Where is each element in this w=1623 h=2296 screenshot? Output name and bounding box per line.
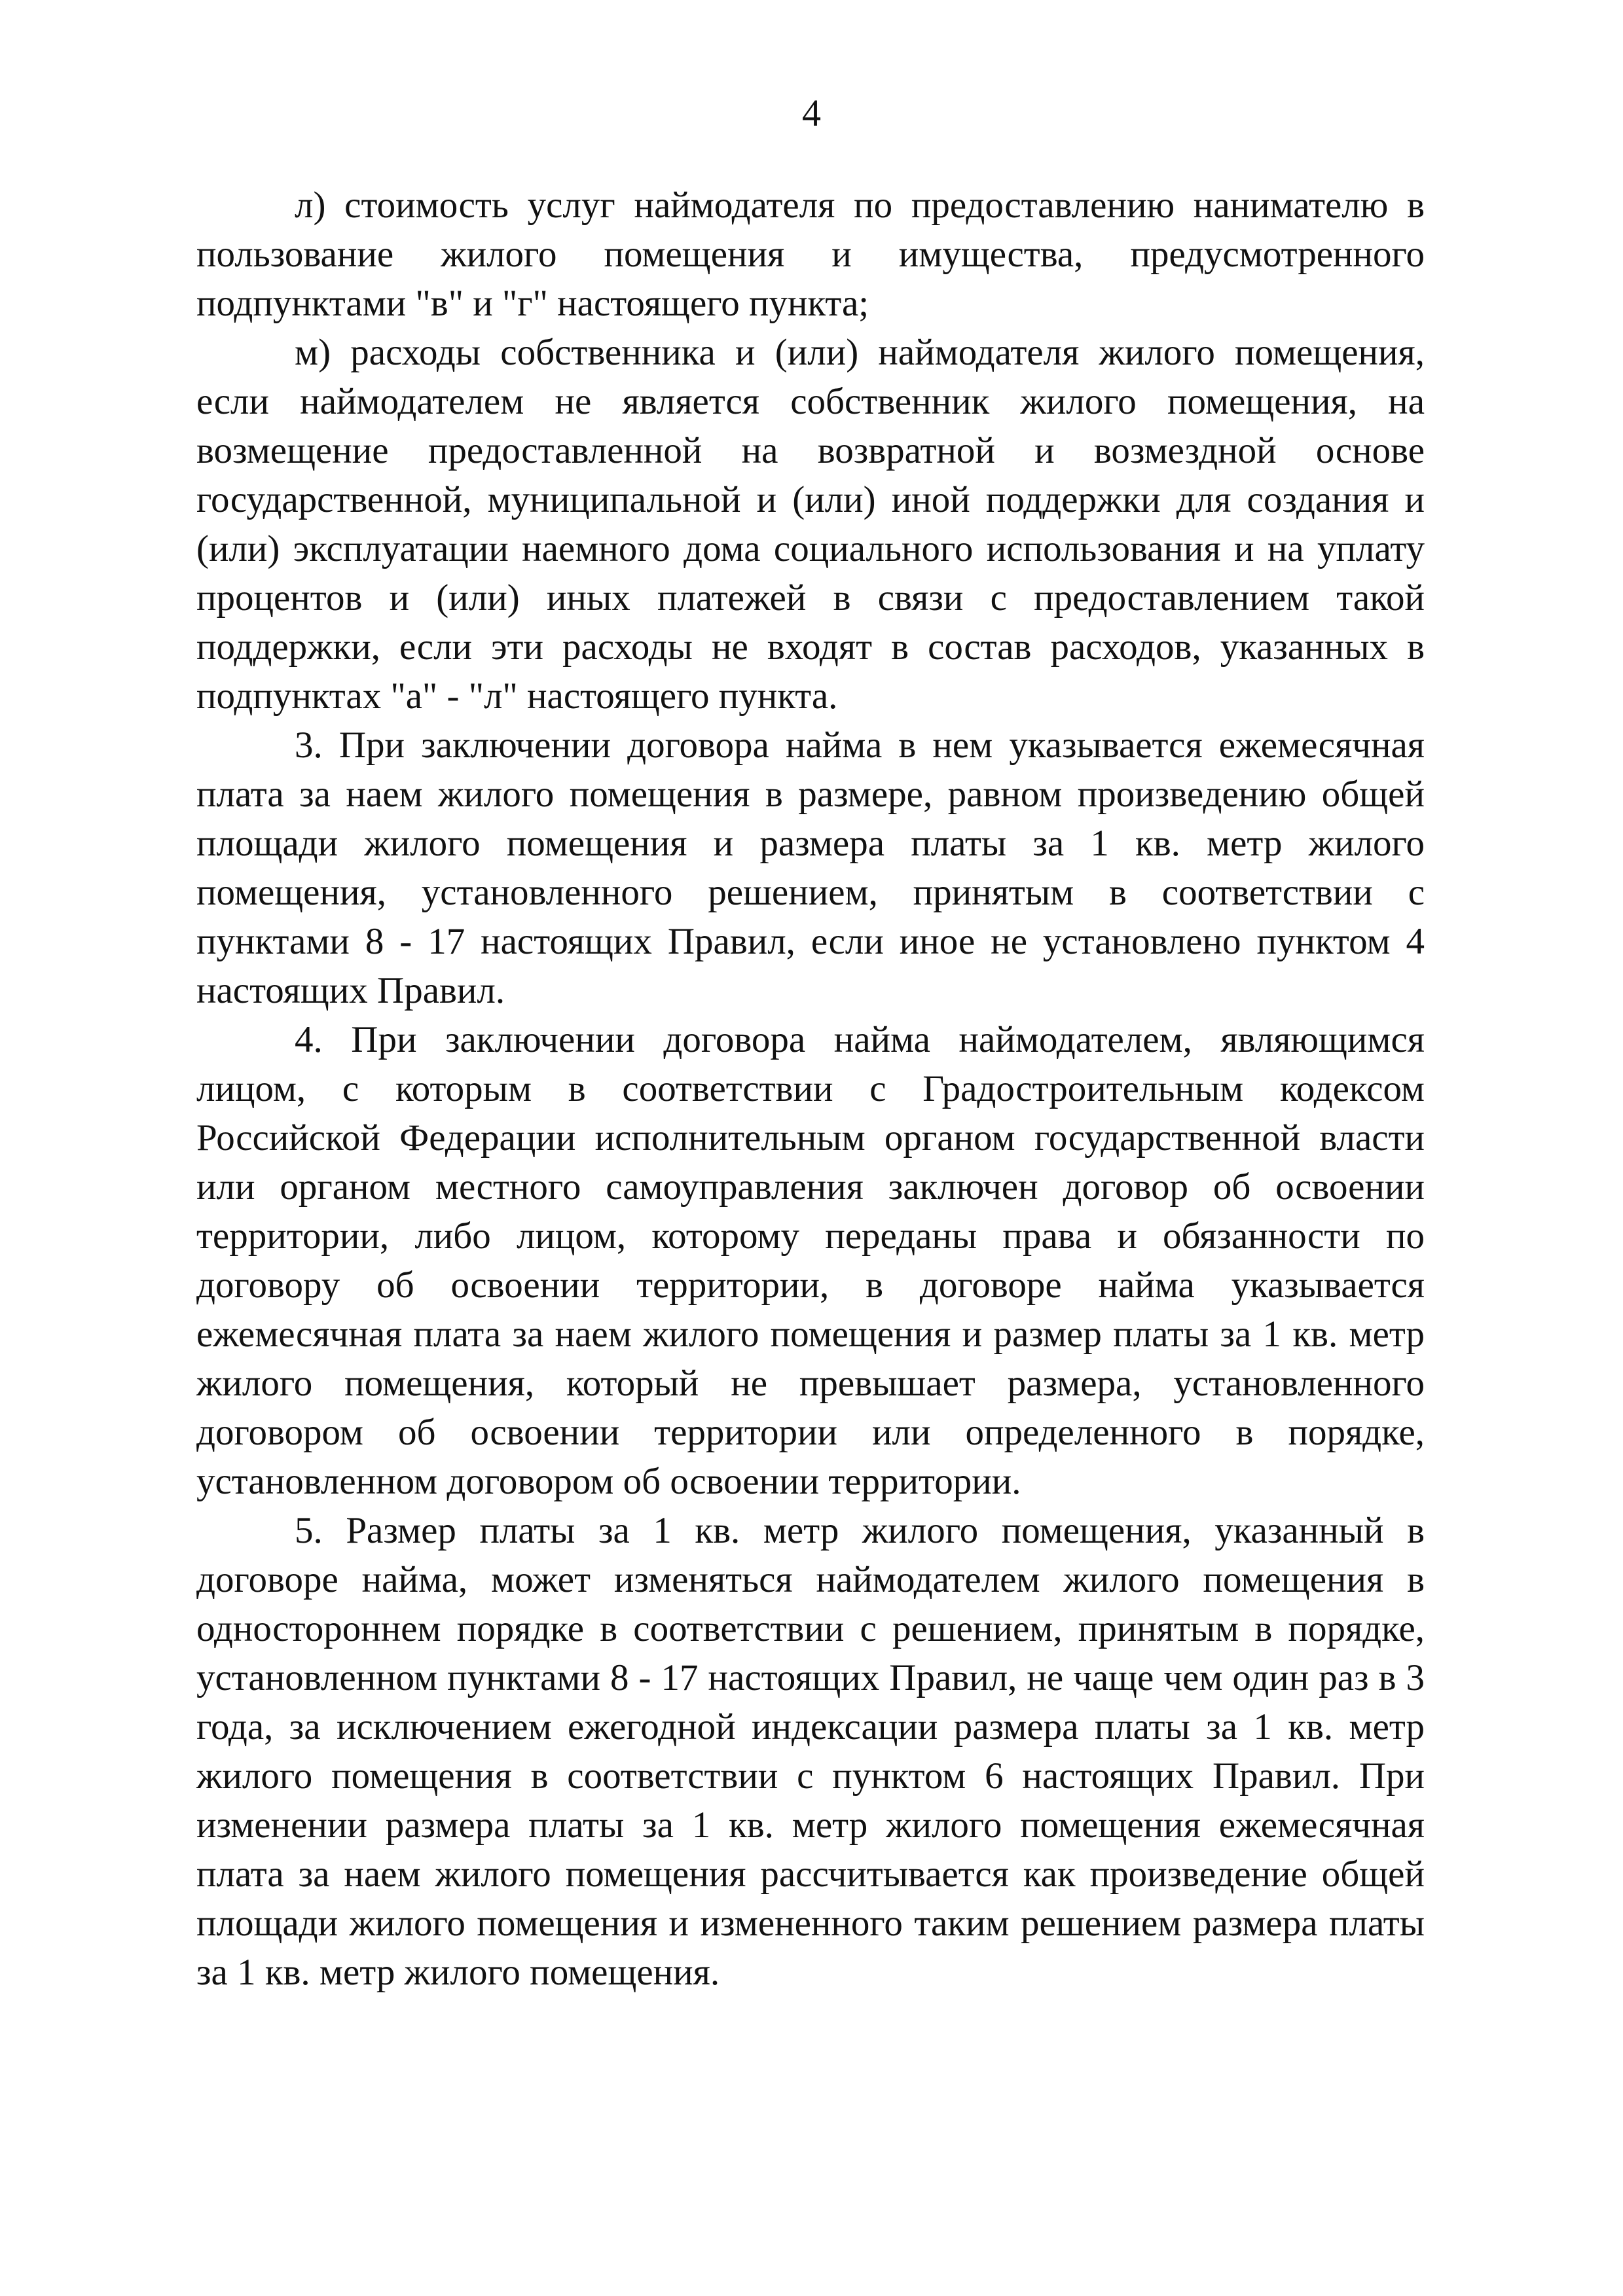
paragraph-3: 3. При заключении договора найма в нем указывается ежемесячная плата за наем жилого помещения в размере, равном произведению общей площади жилого помещения и размера платы за 1 кв. метр жилого помещения, установленного решением, принятым в соответствии с пунктами 8 - 17 настоящих Правил, если иное не установлено пунктом 4 настоящих Правил.	[196, 725, 1425, 1011]
paragraph-4: 4. При заключении договора найма наймодателем, являющимся лицом, с которым в соответствии с Градостроительным кодексом Российской Федерации исполнительным органом государственной власти или органом местного самоуправления заключен договор об освоении территории, либо лицом, которому переданы права и обязанности по договору об освоении территории, в договоре найма указывается ежемесячная плата за наем жилого помещения и размер платы за 1 кв. метр жилого помещения, который не превышает размера, установленного договором об освоении территории или определенного в порядке, установленном договором об освоении территории.	[196, 1019, 1425, 1502]
document-body	[196, 181, 1425, 1997]
paragraph-5: 5. Размер платы за 1 кв. метр жилого помещения, указанный в договоре найма, может изменяться наймодателем жилого помещения в одностороннем порядке в соответствии с решением, принятым в порядке, установленном пунктами 8 - 17 настоящих Правил, не чаще чем один раз в 3 года, за исключением ежегодной индексации размера платы за 1 кв. метр жилого помещения в соответствии с пунктом 6 настоящих Правил. При изменении размера платы за 1 кв. метр жилого помещения ежемесячная плата за наем жилого помещения рассчитывается как произведение общей площади жилого помещения и измененного таким решением размера платы за 1 кв. метр жилого помещения.	[196, 1510, 1425, 1993]
paragraph-m: м) расходы собственника и (или) наймодателя жилого помещения, если наймодателем не является собственник жилого помещения, на возмещение предоставленной на возвратной и возмездной основе государственной, муниципальной и (или) иной поддержки для создания и (или) эксплуатации наемного дома социального использования и на уплату процентов и (или) иных платежей в связи с предоставлением такой поддержки, если эти расходы не входят в состав расходов, указанных в подпунктах "а" - "л" настоящего пункта.	[196, 332, 1425, 717]
paragraph-l: л) стоимость услуг наймодателя по предоставлению нанимателю в пользование жилого помещения и имущества, предусмотренного подпунктами "в" и "г" настоящего пункта;	[196, 185, 1425, 324]
page-number: 4	[802, 92, 821, 134]
